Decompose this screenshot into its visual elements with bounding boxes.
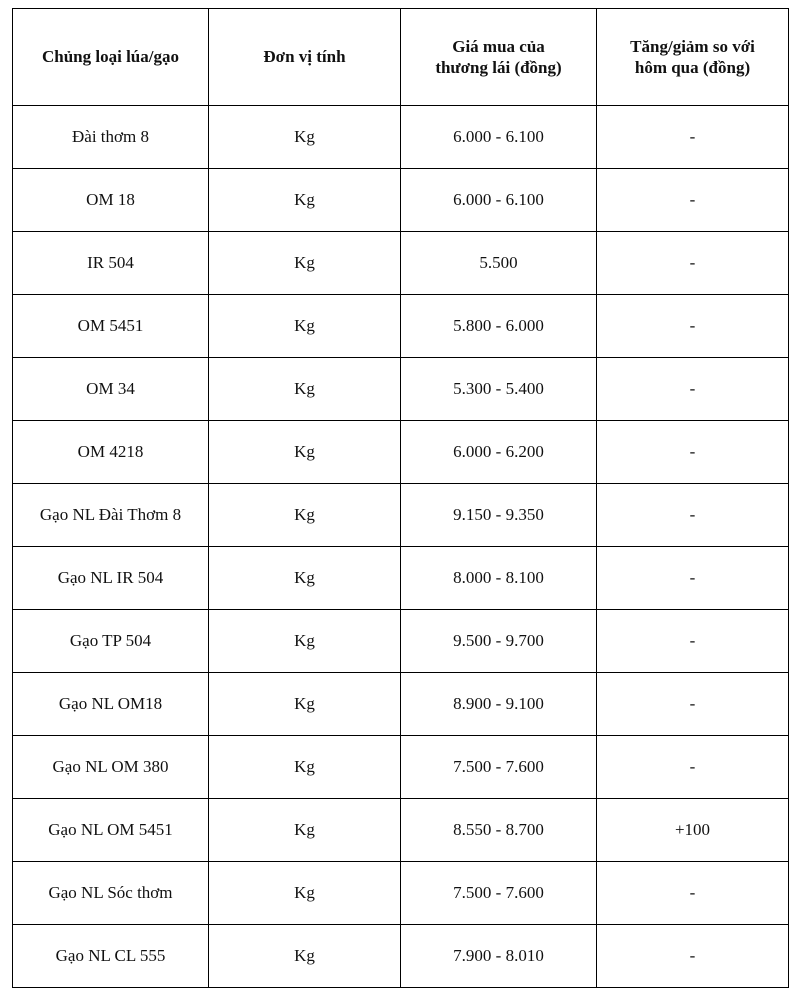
- column-header-change-line-2: hôm qua (đồng): [634, 58, 751, 77]
- cell-change: -: [597, 925, 789, 988]
- table-row: [13, 295, 789, 358]
- cell-change: -: [597, 547, 789, 610]
- table-header: [13, 9, 789, 106]
- cell-type: Gạo NL Đài Thơm 8: [13, 484, 209, 547]
- cell-unit: Kg: [209, 799, 401, 862]
- cell-change: -: [597, 295, 789, 358]
- column-header-price-line-1: Giá mua của: [452, 36, 545, 56]
- column-header-change: [597, 9, 789, 106]
- cell-type: Gạo NL OM 380: [13, 736, 209, 799]
- column-header-change-line-1: Tăng/giảm so với: [630, 36, 755, 56]
- cell-price: 8.550 - 8.700: [401, 799, 597, 862]
- table-row: [13, 547, 789, 610]
- cell-price: 5.500: [401, 232, 597, 295]
- table-row: [13, 862, 789, 925]
- cell-change: -: [597, 169, 789, 232]
- cell-change: -: [597, 106, 789, 169]
- table-row: [13, 106, 789, 169]
- cell-change: -: [597, 421, 789, 484]
- cell-unit: Kg: [209, 232, 401, 295]
- cell-change: -: [597, 862, 789, 925]
- table-row: [13, 421, 789, 484]
- cell-change: -: [597, 736, 789, 799]
- cell-unit: Kg: [209, 673, 401, 736]
- cell-price: 7.500 - 7.600: [401, 862, 597, 925]
- cell-change: -: [597, 358, 789, 421]
- cell-type: Đài thơm 8: [13, 106, 209, 169]
- column-header-type-line-1: Chủng loại lúa/gạo: [42, 47, 179, 67]
- cell-price: 8.900 - 9.100: [401, 673, 597, 736]
- cell-unit: Kg: [209, 484, 401, 547]
- cell-price: 7.500 - 7.600: [401, 736, 597, 799]
- table-header-row: [13, 9, 789, 106]
- table-row: [13, 169, 789, 232]
- cell-type: Gạo NL IR 504: [13, 547, 209, 610]
- cell-change: -: [597, 673, 789, 736]
- rice-price-table: [12, 8, 789, 988]
- table-row: [13, 484, 789, 547]
- column-header-unit-line-1: Đơn vị tính: [263, 47, 346, 67]
- cell-price: 8.000 - 8.100: [401, 547, 597, 610]
- cell-type: Gạo NL CL 555: [13, 925, 209, 988]
- cell-price: 5.800 - 6.000: [401, 295, 597, 358]
- cell-unit: Kg: [209, 358, 401, 421]
- table-row: [13, 925, 789, 988]
- cell-price: 9.150 - 9.350: [401, 484, 597, 547]
- cell-change: -: [597, 610, 789, 673]
- cell-price: 7.900 - 8.010: [401, 925, 597, 988]
- cell-type: Gạo NL OM18: [13, 673, 209, 736]
- column-header-type: [13, 9, 209, 106]
- table-row: [13, 673, 789, 736]
- cell-price: 5.300 - 5.400: [401, 358, 597, 421]
- cell-type: Gạo NL OM 5451: [13, 799, 209, 862]
- cell-unit: Kg: [209, 295, 401, 358]
- table-body: [13, 106, 789, 988]
- cell-price: 6.000 - 6.100: [401, 169, 597, 232]
- cell-unit: Kg: [209, 925, 401, 988]
- cell-type: OM 34: [13, 358, 209, 421]
- cell-type: OM 4218: [13, 421, 209, 484]
- column-header-unit: [209, 9, 401, 106]
- cell-change: +100: [597, 799, 789, 862]
- cell-type: OM 18: [13, 169, 209, 232]
- cell-price: 6.000 - 6.200: [401, 421, 597, 484]
- cell-change: -: [597, 232, 789, 295]
- cell-change: -: [597, 484, 789, 547]
- cell-type: OM 5451: [13, 295, 209, 358]
- cell-unit: Kg: [209, 547, 401, 610]
- cell-unit: Kg: [209, 610, 401, 673]
- table-row: [13, 736, 789, 799]
- table-row: [13, 610, 789, 673]
- cell-unit: Kg: [209, 862, 401, 925]
- column-header-price-line-2: thương lái (đồng): [435, 58, 562, 77]
- table-row: [13, 232, 789, 295]
- cell-type: Gạo TP 504: [13, 610, 209, 673]
- cell-unit: Kg: [209, 421, 401, 484]
- cell-unit: Kg: [209, 106, 401, 169]
- cell-price: 9.500 - 9.700: [401, 610, 597, 673]
- cell-unit: Kg: [209, 736, 401, 799]
- table-row: [13, 358, 789, 421]
- column-header-price: [401, 9, 597, 106]
- cell-price: 6.000 - 6.100: [401, 106, 597, 169]
- cell-type: IR 504: [13, 232, 209, 295]
- cell-type: Gạo NL Sóc thơm: [13, 862, 209, 925]
- table-row: [13, 799, 789, 862]
- cell-unit: Kg: [209, 169, 401, 232]
